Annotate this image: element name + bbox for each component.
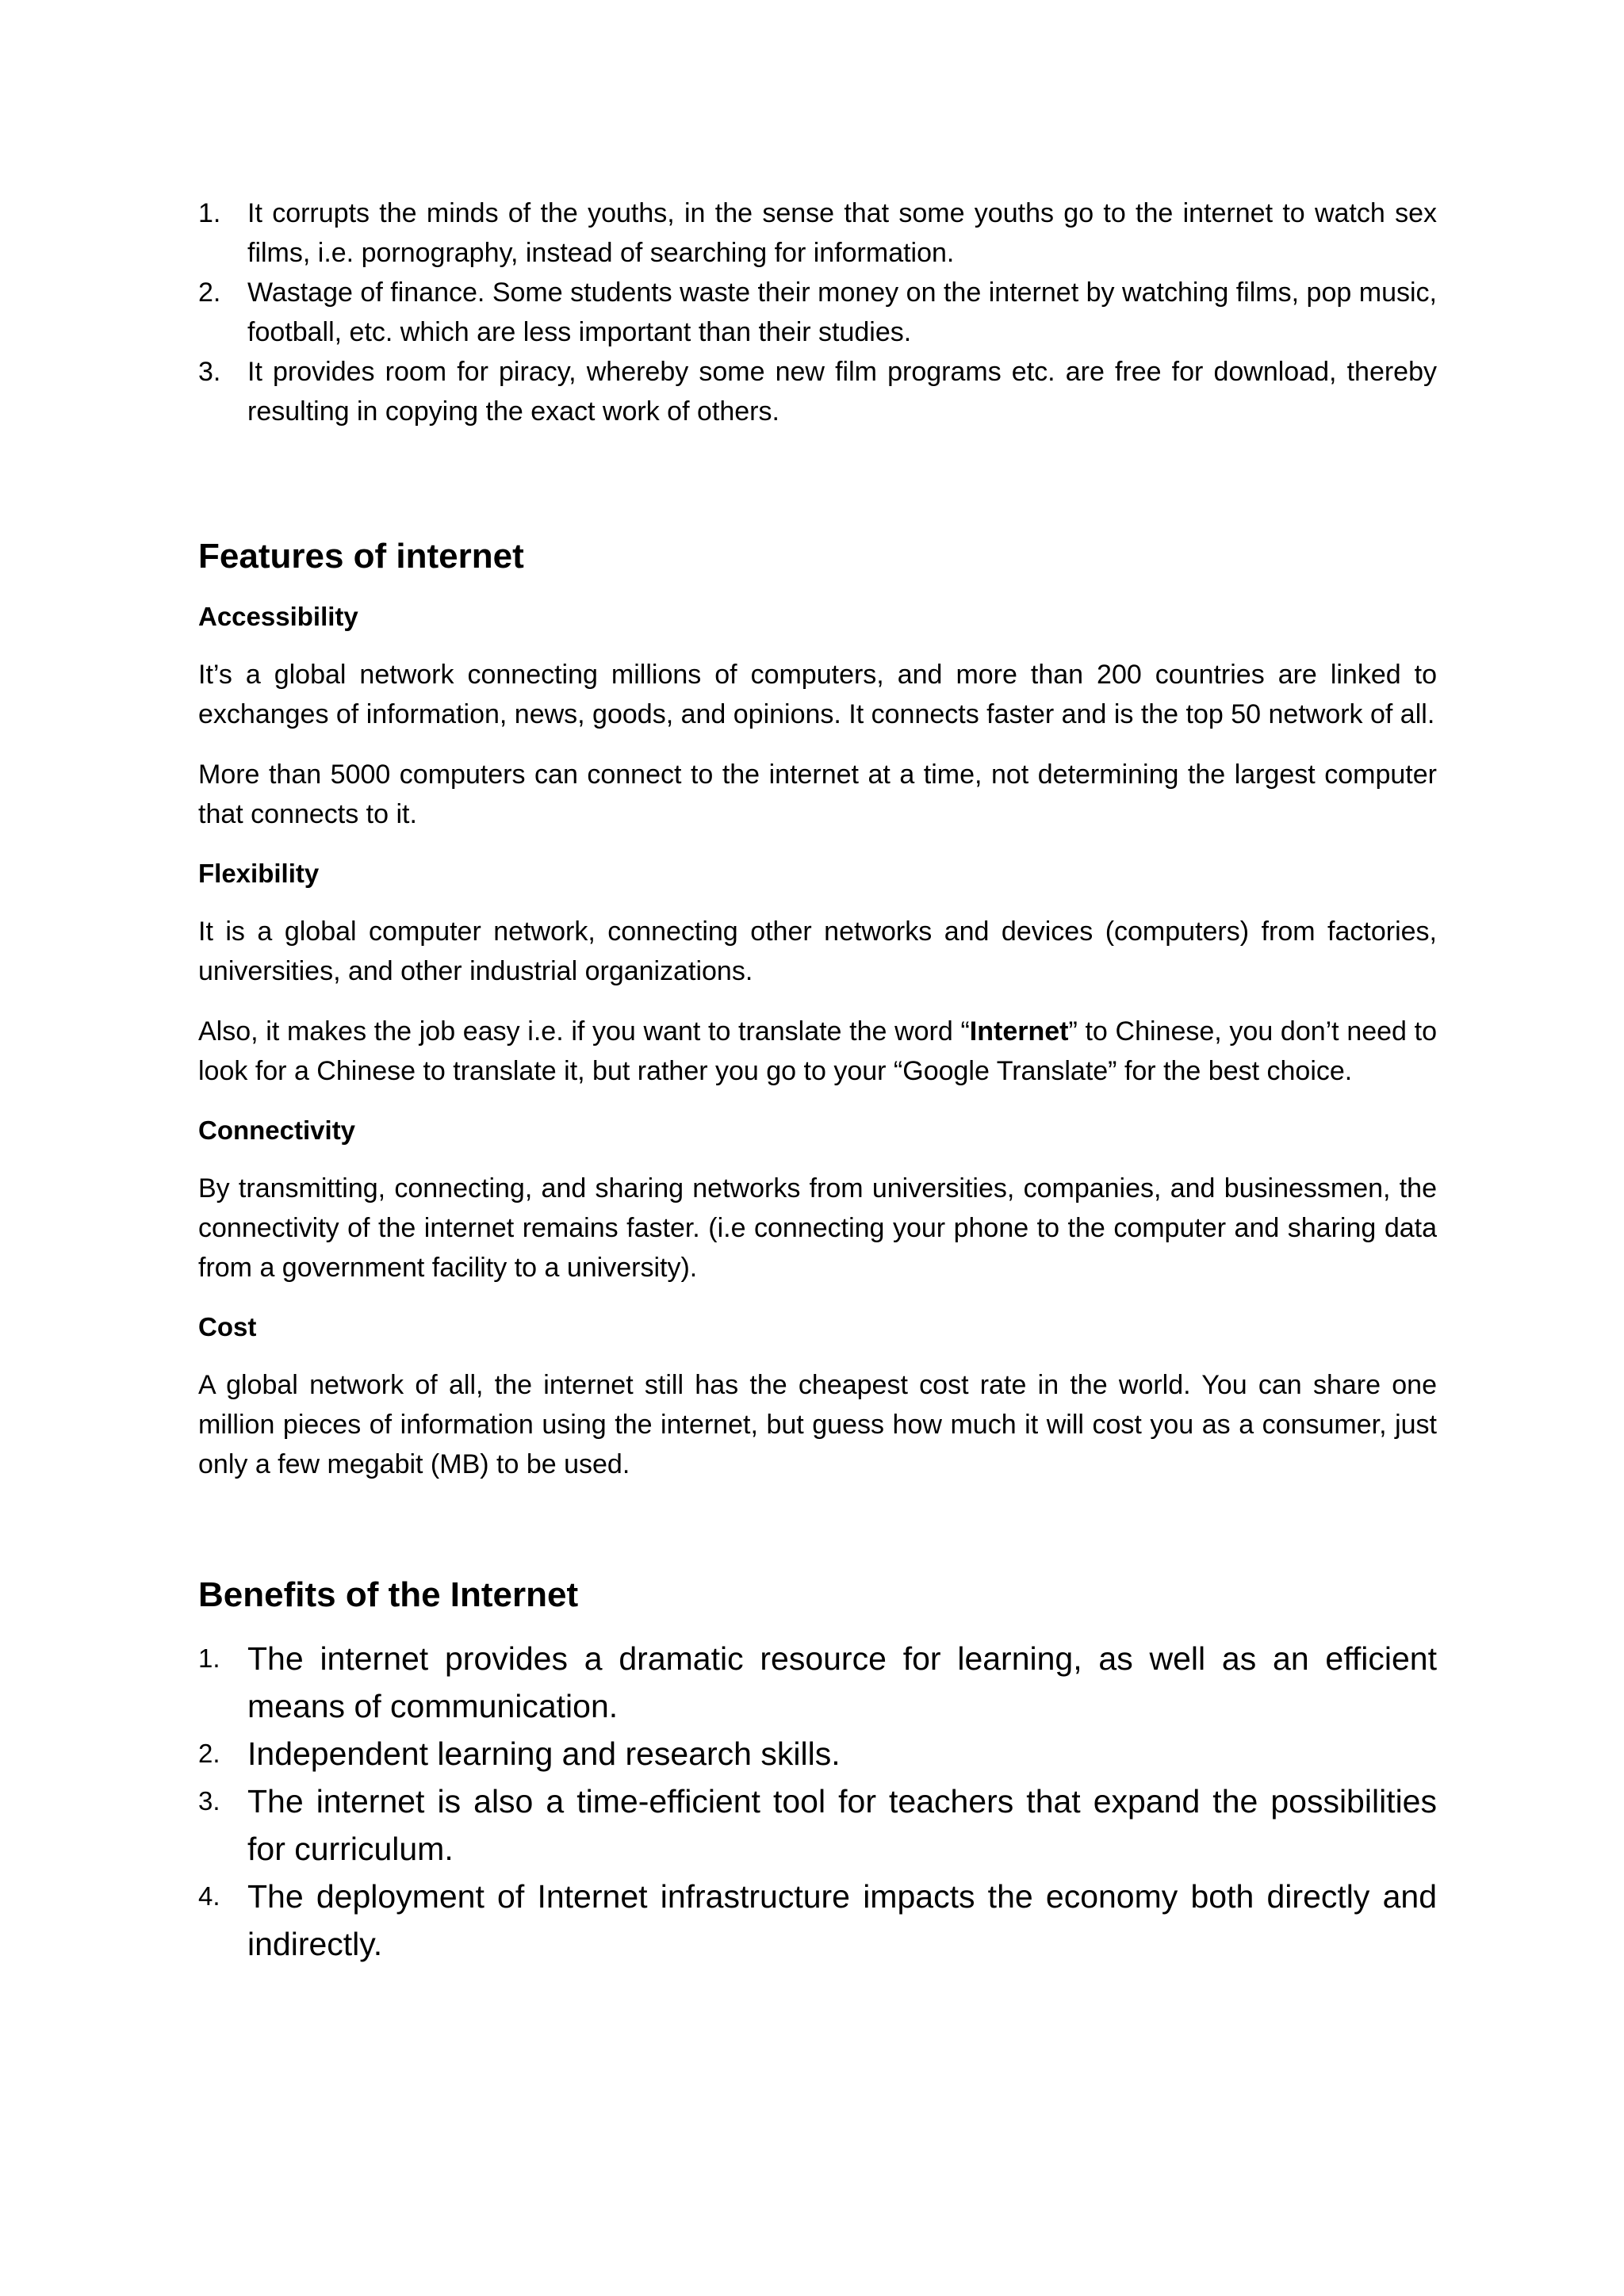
internet-bold-text: Internet	[969, 1016, 1069, 1047]
list-number: 4.	[198, 1881, 220, 1911]
flexibility-text-before: Also, it makes the job easy i.e. if you want to translate the word “	[198, 1016, 970, 1047]
benefits-heading: Benefits of the Internet	[198, 1575, 579, 1614]
list-number: 2.	[198, 277, 221, 308]
list-item	[198, 273, 1437, 352]
accessibility-paragraph-2: More than 5000 computers can connect to the internet at a time, not determining the largest computer that connects to it.	[198, 760, 1437, 829]
list-number: 1.	[198, 1644, 220, 1673]
list-item	[198, 1635, 1437, 1730]
list-item	[198, 1777, 1437, 1873]
list-number: 1.	[198, 198, 221, 228]
flexibility-heading: Flexibility	[198, 859, 320, 888]
list-item	[198, 1873, 1437, 1968]
list-text: It provides room for piracy, whereby some new film programs etc. are free for download, thereby resulting in copying the exact work of others.	[247, 357, 1437, 427]
cost-heading: Cost	[198, 1312, 257, 1341]
list-number: 2.	[198, 1739, 220, 1768]
list-text: It corrupts the minds of the youths, in the sense that some youths go to the internet to watch sex films, i.e. pornography, instead of searching for information.	[247, 198, 1437, 268]
document-page	[198, 193, 1437, 1968]
flexibility-paragraph-1: It is a global computer network, connecting other networks and devices (computers) from factories, universities, and other industrial organizations.	[198, 916, 1437, 986]
list-text: The internet is also a time-efficient tool for teachers that expand the possibilities for curriculum.	[247, 1783, 1437, 1867]
list-item	[198, 193, 1437, 273]
connectivity-paragraph: By transmitting, connecting, and sharing networks from universities, companies, and businessmen, the connectivity of the internet remains faster. (i.e connecting your phone to the computer and sharing data from a government facility to a university).	[198, 1173, 1437, 1283]
list-item	[198, 1730, 1437, 1777]
accessibility-heading: Accessibility	[198, 602, 358, 631]
cost-paragraph: A global network of all, the internet still has the cheapest cost rate in the world. You can share one million pieces of information using the internet, but guess how much it will cost you as a consumer, just only a few megabit (MB) to be used.	[198, 1370, 1437, 1479]
benefits-list	[198, 1635, 1437, 1968]
list-text: The deployment of Internet infrastructure impacts the economy both directly and indirectly.	[247, 1878, 1437, 1962]
flexibility-paragraph-2	[198, 1012, 1437, 1091]
list-text: Wastage of finance. Some students waste their money on the internet by watching films, pop music, football, etc. which are less important than their studies.	[247, 277, 1437, 347]
features-heading: Features of internet	[198, 537, 524, 576]
list-text: Independent learning and research skills.	[247, 1735, 841, 1772]
list-number: 3.	[198, 357, 221, 387]
accessibility-paragraph-1: It’s a global network connecting millions of computers, and more than 200 countries are linked to exchanges of information, news, goods, and opinions. It connects faster and is the top 50 network of all.	[198, 660, 1437, 729]
list-item	[198, 352, 1437, 431]
connectivity-heading: Connectivity	[198, 1115, 356, 1145]
list-number: 3.	[198, 1786, 220, 1816]
flexibility-text-after: ” to Chinese, you don’t need to look for a Chinese to translate it, but rather you go to your “Google Translate” for the best choice.	[198, 1016, 1437, 1086]
disadvantages-list	[198, 193, 1437, 431]
list-text: The internet provides a dramatic resource for learning, as well as an efficient means of communication.	[247, 1640, 1437, 1724]
